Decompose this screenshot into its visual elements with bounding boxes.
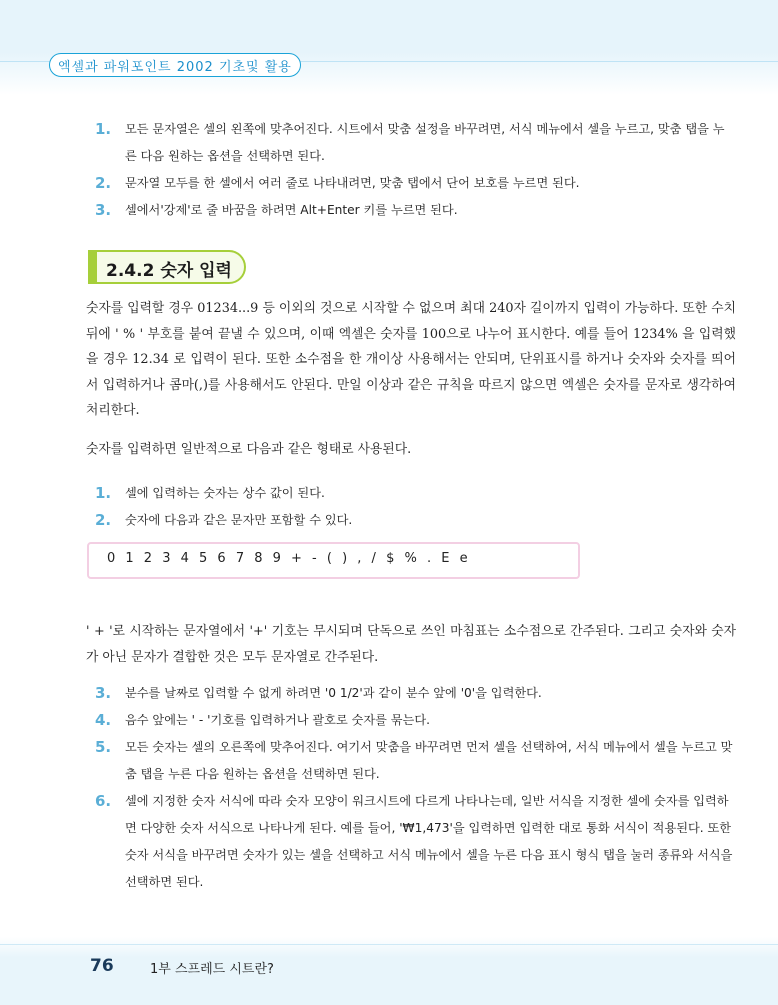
list-text: 모든 문자열은 셀의 왼쪽에 맞추어진다. 시트에서 맞춤 설정을 바꾸려면, 서식 메뉴에서 셀을 누르고, 맞춤 탭을 누른 다음 원하는 옵션을 선택하면 된다. [125, 122, 725, 163]
list-item [95, 788, 735, 896]
header-band [0, 0, 778, 95]
section-heading-bar [88, 250, 97, 284]
list-text: 분수를 날짜로 입력할 수 없게 하려면 '0 1/2'과 같이 분수 앞에 '0'을 입력한다. [125, 686, 542, 700]
footer-band [0, 937, 778, 1005]
list-item [95, 116, 735, 170]
list-number: 2. [95, 511, 112, 529]
list-text: 음수 앞에는 ' - '기호를 입력하거나 괄호로 숫자를 묶는다. [125, 713, 430, 727]
list-number: 6. [95, 792, 112, 810]
list-item [95, 734, 735, 788]
running-footer-chapter: 1부 스프레드 시트란? [150, 962, 274, 977]
list-number: 1. [95, 484, 112, 502]
list-top [95, 116, 735, 224]
list-number: 2. [95, 174, 112, 192]
list-text: 숫자에 다음과 같은 문자만 포함할 수 있다. [125, 513, 353, 527]
footer-rule [0, 944, 778, 945]
body-paragraph: ' + '로 시작하는 문자열에서 '+' 기호는 무시되며 단독으로 쓰인 마침표는 소수점으로 간주된다. 그리고 숫자와 숫자가 아닌 문자가 결합한 것은 모두 문자열로 간주된다. [86, 624, 736, 665]
list-number: 5. [95, 738, 112, 756]
list-number: 3. [95, 201, 112, 219]
list-item [95, 170, 735, 197]
list-text: 문자열 모두를 한 셀에서 여러 줄로 나타내려면, 맞춤 탭에서 단어 보호를 누르면 된다. [125, 176, 580, 190]
list-text: 셀에 입력하는 숫자는 상수 값이 된다. [125, 486, 325, 500]
running-header-title: 엑셀과 파워포인트 2002 기초및 활용 [58, 60, 292, 75]
list-text: 셀에서'강제'로 줄 바꿈을 하려면 Alt+Enter 키를 누르면 된다. [125, 203, 458, 217]
list-item [95, 480, 735, 507]
page-number: 76 [90, 956, 114, 976]
list-text: 셀에 지정한 숫자 서식에 따라 숫자 모양이 워크시트에 다르게 나타나는데, 일반 서식을 지정한 셀에 숫자를 입력하면 다양한 숫자 서식으로 나타나게 된다. 예를 들어, '₩1,473'을 입력하면 입력한 대로 통화 서식이 적용된다. 또한 숫자 서식을 바꾸려면 숫자가 있는 셀을 선택하고 서식 메뉴에서 셀을 누른 다음 표시 형식 탭을 눌러 종류와 서식을 선택하면 된다. [125, 794, 733, 889]
list-item [95, 680, 735, 707]
list-bottom [95, 680, 735, 896]
list-text: 모든 숫자는 셀의 오른쪽에 맞추어진다. 여기서 맞춤을 바꾸려면 먼저 셀을 선택하여, 서식 메뉴에서 셀을 누르고 맞춤 탭을 누른 다음 원하는 옵션을 선택하면 된다. [125, 740, 733, 781]
list-item [95, 507, 735, 534]
list-item [95, 197, 735, 224]
body-paragraph: 숫자를 입력하면 일반적으로 다음과 같은 형태로 사용된다. [86, 442, 412, 457]
list-mid [95, 480, 735, 534]
list-number: 3. [95, 684, 112, 702]
body-paragraph: 숫자를 입력할 경우 01234...9 등 이외의 것으로 시작할 수 없으며 최대 240자 길이까지 입력이 가능하다. 또한 수치 뒤에 ' % ' 부호를 붙여 끝낼 수 있으며, 이때 엑셀은 숫자를 100으로 나누어 표시한다. 예를 들어 1234% 을 입력했을 경우 12.34 로 입력이 된다. 또한 소수점을 한 개이상 사용해서는 안되며, 단위표시를 하거나 숫자와 숫자를 띄어서 입력하거나 콤마(,)를 사용해서도 안된다. 만일 이상과 같은 규칙을 따르지 않으면 엑셀은 숫자를 문자로 생각하여 처리한다. [86, 301, 736, 418]
list-number: 4. [95, 711, 112, 729]
allowed-characters: 0 1 2 3 4 5 6 7 8 9 + - ( ) , / $ % . E e [107, 551, 470, 566]
list-item [95, 707, 735, 734]
section-heading: 2.4.2 숫자 입력 [106, 261, 232, 281]
list-number: 1. [95, 120, 112, 138]
